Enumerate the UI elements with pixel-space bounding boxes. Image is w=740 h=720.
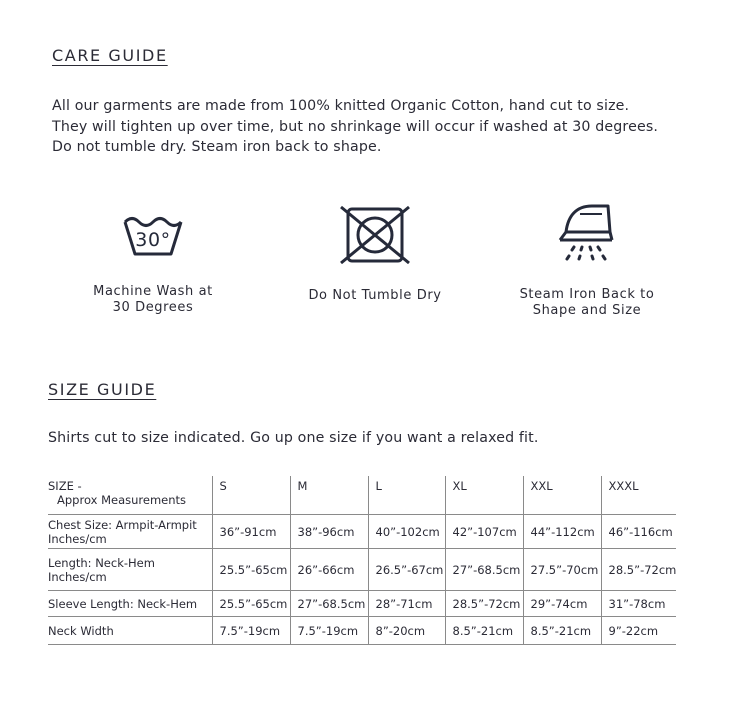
table-cell: 26.5”-67cm	[368, 549, 445, 591]
row-label	[48, 549, 212, 591]
table-header-label	[48, 476, 212, 515]
table-cell: 29”-74cm	[523, 591, 601, 617]
care-item-label-line: 30 Degrees	[112, 300, 194, 315]
table-row	[48, 549, 676, 591]
table-cell: 9”-22cm	[601, 617, 676, 645]
size-note: Shirts cut to size indicated. Go up one size if you want a relaxed fit.	[48, 430, 539, 446]
row-label-line: Length: Neck-Hem	[48, 555, 155, 570]
table-cell: 31”-78cm	[601, 591, 676, 617]
table-cell: 40”-102cm	[368, 515, 445, 549]
table-row	[48, 591, 676, 617]
care-guide-title: CARE GUIDE	[52, 46, 168, 65]
care-item-label-line: Do Not Tumble Dry	[308, 288, 442, 303]
table-cell: 46”-116cm	[601, 515, 676, 549]
table-header-title: SIZE -	[48, 479, 82, 493]
table-cell: 28.5”-72cm	[601, 549, 676, 591]
table-cell: 7.5”-19cm	[212, 617, 290, 645]
table-cell: 8.5”-21cm	[523, 617, 601, 645]
table-header-subtitle: Approx Measurements	[57, 493, 187, 507]
row-label-line: Chest Size: Armpit-Armpit	[48, 517, 197, 532]
no-tumble-dry-icon	[335, 204, 415, 264]
care-item-label	[290, 288, 460, 304]
table-row	[48, 515, 676, 549]
table-header-row	[48, 476, 676, 515]
table-row	[48, 617, 676, 645]
table-cell: 36”-91cm	[212, 515, 290, 549]
table-cell: 42”-107cm	[445, 515, 523, 549]
care-item-wash	[83, 210, 223, 316]
table-cell: 25.5”-65cm	[212, 549, 290, 591]
care-item-steam-iron	[507, 200, 667, 319]
care-item-label	[83, 284, 223, 316]
table-cell: 27”-68.5cm	[445, 549, 523, 591]
care-item-label	[507, 287, 667, 319]
care-intro-line: All our garments are made from 100% knitted Organic Cotton, hand cut to size.	[52, 98, 630, 114]
care-item-label-line: Steam Iron Back to	[519, 287, 655, 302]
wash-temperature: 30°	[135, 229, 171, 251]
table-cell: 25.5”-65cm	[212, 591, 290, 617]
table-cell: 7.5”-19cm	[290, 617, 368, 645]
table-cell: 44”-112cm	[523, 515, 601, 549]
table-cell: 28.5”-72cm	[445, 591, 523, 617]
steam-iron-icon	[552, 200, 622, 266]
care-intro	[52, 96, 732, 158]
size-column-header: XXL	[523, 476, 601, 515]
table-cell: 27”-68.5cm	[290, 591, 368, 617]
size-guide-title: SIZE GUIDE	[48, 380, 157, 399]
care-item-label-line: Machine Wash at	[93, 284, 213, 299]
size-table	[48, 476, 676, 645]
row-label	[48, 591, 212, 617]
size-column-header: S	[212, 476, 290, 515]
care-item-no-tumble-dry	[290, 204, 460, 304]
row-label-line: Sleeve Length: Neck-Hem	[48, 596, 198, 611]
wash-30-icon	[113, 210, 193, 258]
care-intro-line: Do not tumble dry. Steam iron back to shape.	[52, 139, 382, 155]
size-column-header: L	[368, 476, 445, 515]
size-column-header: XXXL	[601, 476, 676, 515]
row-label-line: Inches/cm	[48, 569, 107, 584]
row-label-line: Inches/cm	[48, 531, 107, 546]
table-cell: 38”-96cm	[290, 515, 368, 549]
table-cell: 28”-71cm	[368, 591, 445, 617]
table-cell: 27.5”-70cm	[523, 549, 601, 591]
care-intro-line: They will tighten up over time, but no shrinkage will occur if washed at 30 degrees.	[52, 118, 659, 135]
size-column-header: XL	[445, 476, 523, 515]
row-label-line: Neck Width	[48, 623, 114, 638]
size-column-header: M	[290, 476, 368, 515]
care-item-label-line: Shape and Size	[532, 303, 642, 318]
row-label	[48, 617, 212, 645]
row-label	[48, 515, 212, 549]
table-cell: 8”-20cm	[368, 617, 445, 645]
table-cell: 26”-66cm	[290, 549, 368, 591]
table-cell: 8.5”-21cm	[445, 617, 523, 645]
